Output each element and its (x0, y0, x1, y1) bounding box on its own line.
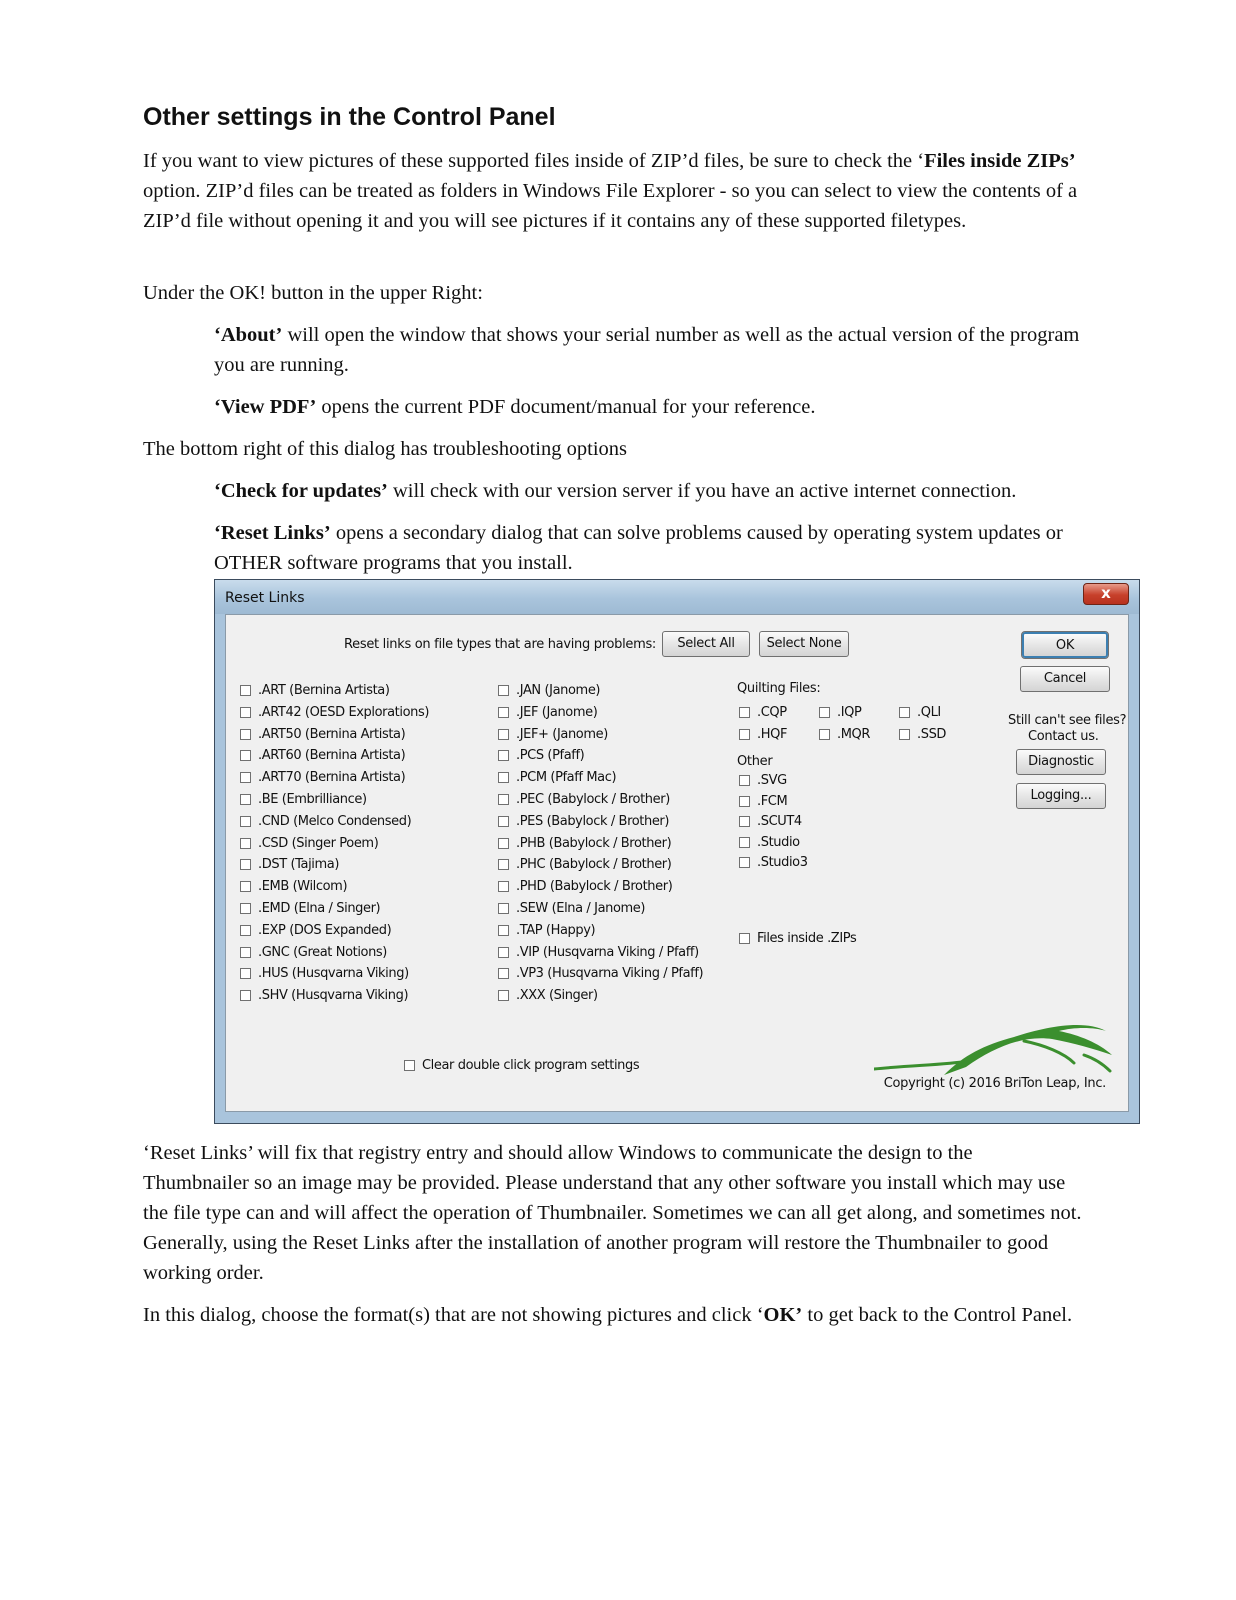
checkbox-box[interactable] (240, 685, 251, 696)
checkbox-box[interactable] (498, 772, 509, 783)
checkbox-box[interactable] (498, 685, 509, 696)
checkbox-box[interactable] (240, 816, 251, 827)
quilting-format-checkbox[interactable] (819, 705, 861, 720)
checkbox-label: .BE (Embrilliance) (258, 792, 367, 807)
checkbox-label: .JEF+ (Janome) (516, 726, 608, 742)
checkbox-box[interactable] (739, 775, 750, 786)
reset-links-explanation: ‘Reset Links’ will fix that registry entry and should allow Windows to communicate the design to the Thumbnailer so an image may be provided. Please understand that any other software you install which may use the file type can and will affect the operation of Thumbnailer. Sometimes we can all get along, and sometimes not. Generally, using the Reset Links after the installation of another program will restore the Thumbnailer to good working order. (143, 1142, 1082, 1284)
checkbox-label: .TAP (Happy) (516, 922, 596, 938)
format-checkbox[interactable] (498, 901, 645, 916)
checkbox-box[interactable] (899, 707, 910, 718)
other-format-checkbox[interactable] (739, 835, 800, 850)
about-text: will open the window that shows your serial number as well as the actual version of the program you are running. (214, 324, 1080, 376)
copyright-text: Copyright (c) 2016 BriTon Leap, Inc. (883, 1076, 1106, 1091)
final-instruction-bold: OK’ (763, 1304, 803, 1326)
format-checkbox[interactable] (240, 727, 405, 742)
checkbox-box[interactable] (240, 990, 251, 1001)
other-format-checkbox[interactable] (739, 794, 787, 809)
checkbox-box[interactable] (498, 903, 509, 914)
format-checkbox[interactable] (240, 879, 347, 894)
checkbox-label: .JEF (Janome) (516, 704, 598, 720)
zip-paragraph-text: If you want to view pictures of these supported files inside of ZIP’d files, be sure to check the ‘ (143, 150, 925, 172)
checkbox-label: .VP3 (Husqvarna Viking / Pfaff) (516, 966, 704, 982)
zip-paragraph-bold: Files inside ZIPs’ (924, 150, 1076, 172)
checkbox-box[interactable] (498, 925, 509, 936)
checkbox-label: .CSD (Singer Poem) (258, 835, 379, 851)
files-inside-zips-checkbox[interactable] (739, 931, 856, 946)
checkbox-box[interactable] (240, 947, 251, 958)
checkbox-label: .MQR (837, 727, 871, 742)
checkbox-label: .ART42 (OESD Explorations) (258, 704, 430, 720)
checkbox-box[interactable] (240, 772, 251, 783)
reset-links-text: opens a secondary dialog that can solve problems caused by operating system updates or OTHER software programs that you install. (214, 522, 1063, 574)
format-checkbox[interactable] (498, 966, 703, 981)
checkbox-box[interactable] (819, 729, 830, 740)
format-checkbox[interactable] (240, 683, 390, 698)
checkbox-box[interactable] (498, 750, 509, 761)
quilting-format-checkbox[interactable] (819, 727, 870, 742)
checkbox-box[interactable] (240, 750, 251, 761)
checkbox-label: .PEC (Babylock / Brother) (516, 792, 670, 807)
page-title: Other settings in the Control Panel (143, 103, 556, 131)
checkbox-label: .SEW (Elna / Janome) (516, 901, 646, 916)
diagnostic-button[interactable]: Diagnostic (1016, 749, 1106, 775)
select-none-button[interactable]: Select None (759, 631, 849, 657)
logo-leaper-tail (1084, 1055, 1110, 1071)
checkbox-box[interactable] (240, 968, 251, 979)
checkbox-label: .DST (Tajima) (258, 857, 340, 873)
checkbox-box[interactable] (240, 729, 251, 740)
quilting-format-checkbox[interactable] (739, 727, 787, 742)
checkbox-label: .SSD (917, 727, 947, 742)
logo-leaper-leg (1024, 1041, 1074, 1063)
format-checkbox[interactable] (498, 945, 699, 960)
checkbox-label: .ART70 (Bernina Artista) (258, 770, 406, 786)
checkbox-box[interactable] (240, 707, 251, 718)
still-cant-see-text: Still can't see files? (1008, 713, 1127, 728)
checkbox-box[interactable] (819, 707, 830, 718)
checkbox-box[interactable] (498, 794, 509, 805)
checkbox-box[interactable] (404, 1060, 415, 1071)
checkbox-label: .EMD (Elna / Singer) (258, 901, 381, 916)
final-instruction-text: In this dialog, choose the format(s) that are not showing pictures and click ‘ (143, 1304, 764, 1326)
dialog-title-bar (215, 580, 1139, 614)
checkbox-label: .GNC (Great Notions) (258, 944, 387, 960)
troubleshooting-paragraph: The bottom right of this dialog has troubleshooting options (143, 438, 627, 460)
quilting-format-checkbox[interactable] (899, 705, 941, 720)
other-label: Other (737, 754, 773, 769)
checkbox-box[interactable] (498, 838, 509, 849)
about-term: ‘About’ (214, 324, 283, 346)
checkbox-box[interactable] (240, 794, 251, 805)
checkbox-label: .ART50 (Bernina Artista) (258, 726, 406, 742)
checkbox-box[interactable] (240, 881, 251, 892)
logo-leaper-body (944, 1025, 1112, 1075)
other-format-checkbox[interactable] (739, 814, 802, 829)
format-checkbox[interactable] (240, 705, 429, 720)
format-checkbox[interactable] (498, 748, 584, 763)
checkbox-label: .EXP (DOS Expanded) (258, 922, 392, 938)
format-checkbox[interactable] (498, 792, 670, 807)
checkbox-box[interactable] (739, 933, 750, 944)
format-checkbox[interactable] (498, 770, 616, 785)
checkbox-label: .SCUT4 (757, 814, 802, 829)
checkbox-label: .PCM (Pfaff Mac) (516, 770, 617, 786)
clear-double-click-checkbox[interactable] (404, 1058, 639, 1073)
format-checkbox[interactable] (240, 770, 405, 785)
format-checkbox[interactable] (240, 923, 391, 938)
other-format-checkbox[interactable] (739, 855, 808, 870)
checkbox-box[interactable] (498, 859, 509, 870)
checkbox-label: .ART60 (Bernina Artista) (258, 748, 406, 764)
checkbox-label: .EMB (Wilcom) (258, 879, 348, 895)
checkbox-box[interactable] (240, 925, 251, 936)
briton-leap-logo-icon (874, 1015, 1124, 1085)
quilting-files-label: Quilting Files: (737, 681, 821, 696)
about-paragraph (214, 320, 1094, 380)
checkbox-label: .SHV (Husqvarna Viking) (258, 988, 409, 1004)
checkbox-box[interactable] (498, 707, 509, 718)
checkbox-box[interactable] (240, 838, 251, 849)
checkbox-label: .FCM (757, 793, 788, 809)
checkbox-box[interactable] (899, 729, 910, 740)
close-icon[interactable]: x (1083, 583, 1129, 605)
format-checkbox[interactable] (240, 814, 411, 829)
format-checkbox[interactable] (498, 879, 672, 894)
view-pdf-text: opens the current PDF document/manual for your reference. (316, 396, 816, 418)
checkbox-label: .Studio (757, 834, 800, 850)
checkbox-label: .PHB (Babylock / Brother) (516, 835, 672, 851)
updates-text: will check with our version server if you have an active internet connection. (387, 480, 1017, 502)
checkbox-label: .Studio3 (757, 855, 808, 870)
format-checkbox[interactable] (498, 814, 669, 829)
view-pdf-term: ‘View PDF’ (214, 396, 317, 418)
checkbox-label: .QLI (917, 705, 941, 720)
dialog-title: Reset Links (225, 590, 305, 606)
checkbox-label: Clear double click program settings (422, 1058, 640, 1073)
format-checkbox[interactable] (498, 705, 597, 720)
checkbox-label: .HQF (757, 727, 788, 742)
final-instruction-text-2: to get back to the Control Panel. (802, 1304, 1073, 1326)
updates-paragraph (214, 476, 1094, 506)
format-checkbox[interactable] (498, 727, 608, 742)
format-checkbox[interactable] (498, 923, 595, 938)
reset-prompt: Reset links on file types that are having problems: (344, 637, 657, 652)
checkbox-box[interactable] (240, 903, 251, 914)
checkbox-label: .JAN (Janome) (516, 683, 601, 698)
format-checkbox[interactable] (240, 901, 380, 916)
format-checkbox[interactable] (240, 945, 387, 960)
format-checkbox[interactable] (498, 857, 671, 872)
dialog-body (225, 614, 1129, 1112)
contact-us-text: Contact us. (1028, 729, 1099, 744)
view-pdf-paragraph (214, 392, 1094, 422)
checkbox-label: .PHD (Babylock / Brother) (516, 879, 673, 895)
updates-term: ‘Check for updates’ (214, 480, 388, 502)
format-checkbox[interactable] (498, 836, 671, 851)
checkbox-box[interactable] (240, 859, 251, 870)
zip-paragraph (143, 146, 1083, 236)
checkbox-label: .XXX (Singer) (516, 988, 598, 1004)
format-checkbox[interactable] (498, 988, 598, 1003)
checkbox-box[interactable] (739, 707, 750, 718)
checkbox-box[interactable] (498, 881, 509, 892)
checkbox-label: .SVG (757, 773, 787, 788)
checkbox-label: .IQP (837, 705, 862, 720)
checkbox-box[interactable] (739, 729, 750, 740)
checkbox-box[interactable] (498, 990, 509, 1001)
checkbox-label: .CND (Melco Condensed) (258, 813, 412, 829)
cancel-button[interactable]: Cancel (1020, 666, 1110, 692)
checkbox-label: .PHC (Babylock / Brother) (516, 857, 672, 873)
format-checkbox[interactable] (240, 792, 367, 807)
format-checkbox[interactable] (240, 836, 378, 851)
checkbox-label: Files inside .ZIPs (757, 931, 857, 946)
ok-button[interactable]: OK (1022, 632, 1108, 658)
reset-links-dialog (214, 579, 1140, 1124)
checkbox-box[interactable] (498, 729, 509, 740)
checkbox-box[interactable] (739, 796, 750, 807)
checkbox-box[interactable] (498, 947, 509, 958)
format-checkbox[interactable] (240, 748, 405, 763)
checkbox-label: .PCS (Pfaff) (516, 748, 585, 764)
quilting-format-checkbox[interactable] (739, 705, 787, 720)
checkbox-box[interactable] (498, 968, 509, 979)
logging-button[interactable]: Logging... (1016, 783, 1106, 809)
quilting-format-checkbox[interactable] (899, 727, 946, 742)
checkbox-label: .VIP (Husqvarna Viking / Pfaff) (516, 944, 699, 960)
checkbox-box[interactable] (498, 816, 509, 827)
other-format-checkbox[interactable] (739, 773, 787, 788)
format-checkbox[interactable] (240, 988, 408, 1003)
checkbox-label: .PES (Babylock / Brother) (516, 813, 670, 829)
checkbox-box[interactable] (739, 837, 750, 848)
ok-button-paragraph: Under the OK! button in the upper Right: (143, 282, 483, 304)
checkbox-label: .ART (Bernina Artista) (258, 683, 390, 698)
checkbox-label: .HUS (Husqvarna Viking) (258, 966, 409, 982)
reset-links-paragraph (214, 518, 1094, 578)
format-checkbox[interactable] (240, 857, 339, 872)
final-instruction-paragraph (143, 1300, 1083, 1330)
format-checkbox[interactable] (240, 966, 409, 981)
checkbox-label: .CQP (757, 705, 787, 720)
reset-links-term: ‘Reset Links’ (214, 522, 331, 544)
checkbox-box[interactable] (739, 857, 750, 868)
zip-paragraph-text-2: option. ZIP’d files can be treated as folders in Windows File Explorer - so you can select to view the contents of a ZIP’d file without opening it and you will see pictures if it contains any of these supported filetypes. (143, 180, 1078, 232)
select-all-button[interactable]: Select All (662, 631, 750, 657)
format-checkbox[interactable] (498, 683, 600, 698)
checkbox-box[interactable] (739, 816, 750, 827)
